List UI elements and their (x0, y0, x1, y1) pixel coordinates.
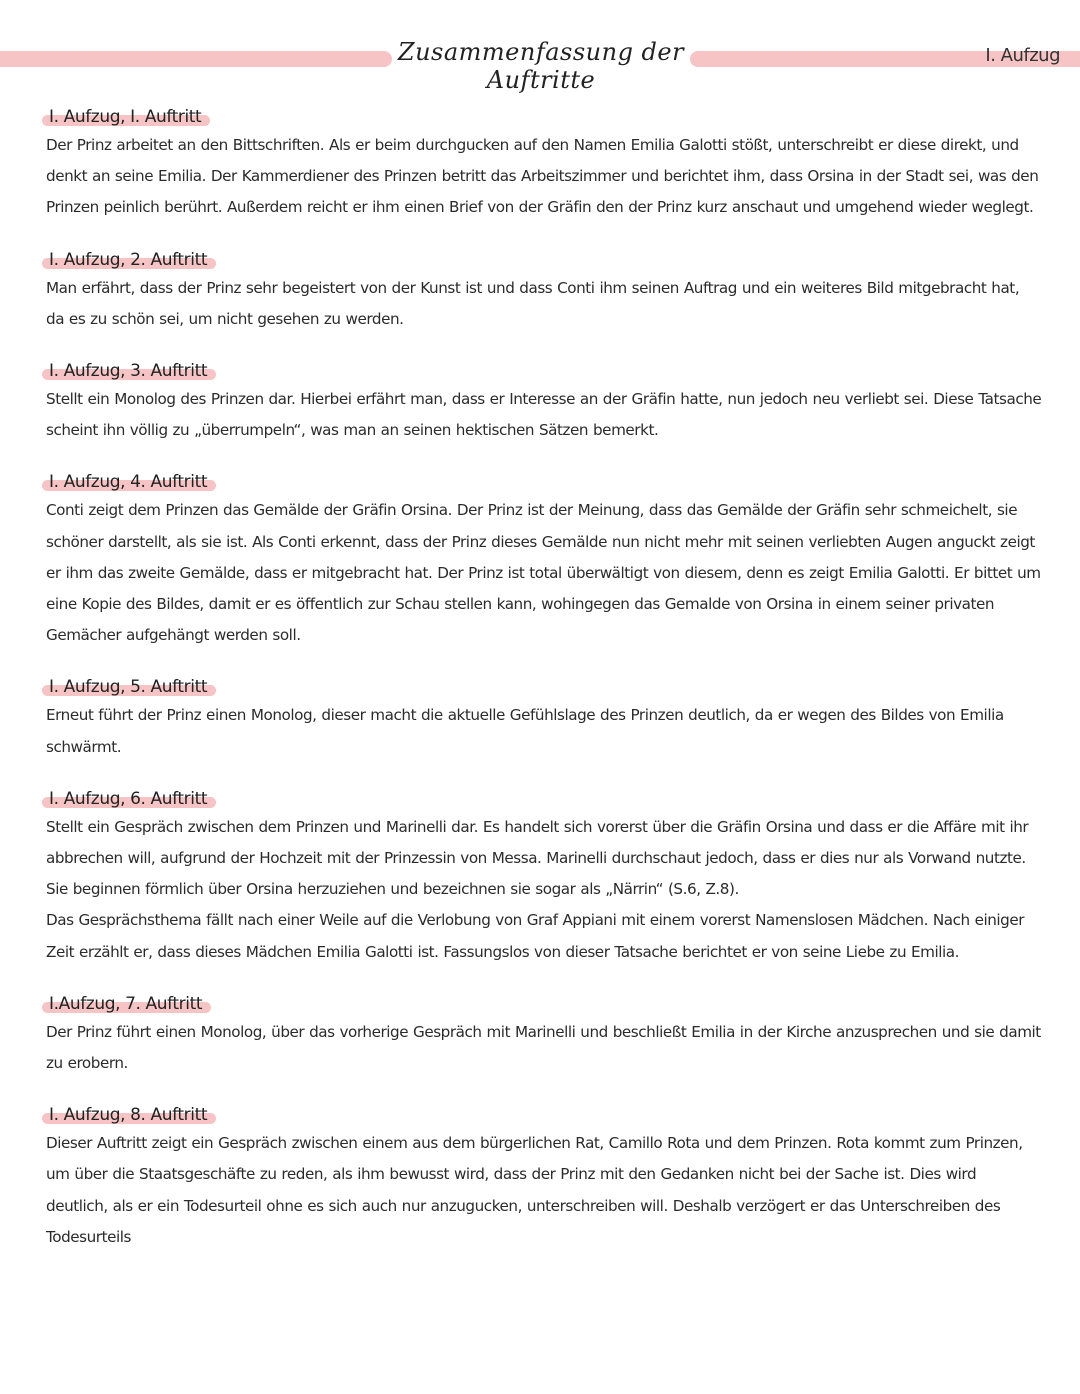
scene-section-6 (46, 786, 1042, 968)
scene-section-3 (46, 358, 1042, 446)
scene-summary: Conti zeigt dem Prinzen das Gemälde der Gräfin Orsina. Der Prinz ist der Meinung, dass das Gemälde der Gräfin sehr schmeichelt, sie schöner darstellt, als sie ist. Als Conti erkennt, dass der Prinz dieses Gemälde nun nicht mehr mit seinen verliebten Augen anguckt zeigt er ihm das zweite Gemälde, dass er mitgebracht hat. Der Prinz ist total überwältigt von diesem, denn es zeigt Emilia Galotti. Er bittet um eine Kopie des Bildes, damit er es öffentlich zur Schau stellen kann, wohingegen das Gemalde von Orsina in einem seiner privaten Gemächer aufgehängt werden soll. (46, 501, 1041, 645)
scene-summary: Stellt ein Monolog des Prinzen dar. Hierbei erfährt man, dass er Interesse an der Gräfin hatte, nun jedoch neu verliebt sei. Diese Tatsache scheint ihn völlig zu „überrumpeln“, was man an seinen hektischen Sätzen bemerkt. (46, 390, 1042, 440)
page-title: Zusammenfassung der Auftritte (397, 38, 685, 94)
scene-heading: I. Aufzug, 5. Auftritt (46, 674, 210, 700)
scene-section-7 (46, 991, 1042, 1079)
chapter-tag: I. Aufzug (985, 45, 1060, 66)
scene-summary: Der Prinz arbeitet an den Bittschriften. Als er beim durchgucken auf den Namen Emilia Galotti stößt, unterschreibt er diese direkt, und denkt an seine Emilia. Der Kammerdiener des Prinzen betritt das Arbeitszimmer und berichtet ihm, dass Orsina in der Stadt sei, was den Prinzen peinlich berührt. Außerdem reicht er ihm einen Brief von der Gräfin den der Prinz kurz anschaut und umgehend wieder weglegt. (46, 136, 1039, 217)
scene-summary: Erneut führt der Prinz einen Monolog, dieser macht die aktuelle Gefühlslage des Prinzen deutlich, da er wegen des Bildes von Emilia schwärmt. (46, 706, 1004, 756)
scene-section-8 (46, 1102, 1042, 1253)
document-body (46, 104, 1042, 1276)
page-header (0, 0, 1080, 100)
scene-section-5 (46, 674, 1042, 762)
header-accent-bar-left (0, 51, 392, 67)
scene-section-1 (46, 104, 1042, 224)
scene-heading: I. Aufzug, 6. Auftritt (46, 786, 210, 812)
scene-summary: Man erfährt, dass der Prinz sehr begeistert von der Kunst ist und dass Conti ihm seinen Auftrag und ein weiteres Bild mitgebracht hat, da es zu schön sei, um nicht gesehen zu werden. (46, 278, 1020, 328)
scene-heading: I. Aufzug, 8. Auftritt (46, 1102, 210, 1128)
scene-heading: I. Aufzug, 3. Auftritt (46, 358, 210, 384)
scene-summary: Stellt ein Gespräch zwischen dem Prinzen und Marinelli dar. Es handelt sich vorerst über die Gräfin Orsina und dass er die Affäre mit ihr abbrechen will, aufgrund der Hochzeit mit der Prinzessin von Messa. Marinelli durchschaut jedoch, dass er dies nur als Vorwand nutzte. Sie beginnen förmlich über Orsina herzuziehen und bezeichnen sie sogar als „Närrin“ (S.6, Z.8). (46, 817, 1029, 899)
scene-heading: I.Aufzug, 7. Auftritt (46, 991, 205, 1017)
scene-summary-continued: Das Gesprächsthema fällt nach einer Weile auf die Verlobung von Graf Appiani mit einem vorerst Namenslosen Mädchen. Nach einiger Zeit erzählt er, dass dieses Mädchen Emilia Galotti ist. Fassungslos von dieser Tatsache berichtet er von seine Liebe zu Emilia. (46, 911, 1025, 961)
scene-section-4 (46, 469, 1042, 651)
scene-section-2 (46, 247, 1042, 335)
scene-heading: I. Aufzug, 4. Auftritt (46, 469, 210, 495)
scene-heading: I. Aufzug, I. Auftritt (46, 104, 204, 130)
scene-summary: Der Prinz führt einen Monolog, über das vorherige Gespräch mit Marinelli und beschließt Emilia in der Kirche anzusprechen und sie damit zu erobern. (46, 1022, 1041, 1073)
scene-summary: Dieser Auftritt zeigt ein Gespräch zwischen einem aus dem bürgerlichen Rat, Camillo Rota und dem Prinzen. Rota kommt zum Prinzen, um über die Staatsgeschäfte zu reden, als ihm bewusst wird, dass der Prinz mit den Gedanken nicht bei der Sache ist. Dies wird deutlich, als er ein Todesurteil ohne es sich auch nur anzugucken, unterschreiben will. Deshalb verzögert er das Unterschreiben des Todesurteils (46, 1134, 1023, 1246)
scene-heading: I. Aufzug, 2. Auftritt (46, 247, 210, 273)
